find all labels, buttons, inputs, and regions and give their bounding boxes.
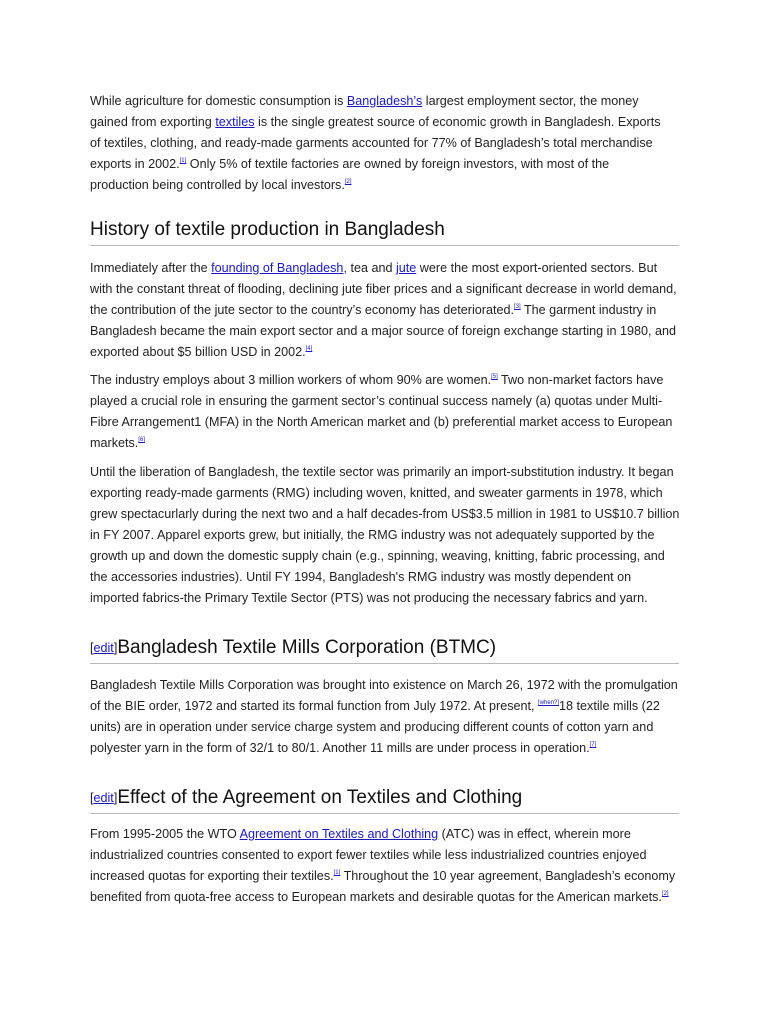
atc-edit-open: [ [90, 791, 94, 805]
link-founding-of-bangladesh[interactable]: founding of Bangladesh [211, 261, 344, 275]
history-p2-text-2: Two non-market factors have played a crucial role in ensuring the garment sector’s continual success namely (a) quotas under Multi- Fibre Arrangement1 (MFA) in the North American market and (b) preferential market access to European markets. [90, 373, 673, 450]
link-agreement-on-textiles-and-clothing[interactable]: Agreement on Textiles and Clothing [239, 827, 439, 841]
history-paragraph-1 [90, 258, 682, 363]
btmc-edit-close: ] [113, 641, 118, 655]
btmc-edit-open: [ [90, 641, 94, 655]
atc-edit[interactable] [90, 791, 117, 805]
btmc-heading [90, 636, 679, 664]
citation-6-link[interactable]: [6] [138, 437, 145, 443]
btmc-edit-link[interactable]: edit [93, 641, 114, 655]
atc-heading [90, 786, 679, 814]
atc-text-1: From 1995-2005 the WTO [90, 827, 240, 841]
citation-6[interactable] [138, 437, 145, 443]
btmc-text-2: 18 textile mills (22 units) are in operation under service charge system and producing different counts of cotton yarn and polyester yarn in the form of 32/1 to 80/1. Another 11 mills are under process in operation. [90, 699, 660, 755]
history-paragraph-2 [90, 370, 682, 454]
citation-2[interactable] [345, 179, 352, 185]
citation-5[interactable] [491, 374, 498, 380]
intro-text-3: is the single greatest source of economic growth in Bangladesh. Exports of textiles, clothing, and ready-made garments accounted for 77% of Bangladesh’s total merchandise exports in 2002. [90, 115, 661, 171]
history-p2-text-1: The industry employs about 3 million workers of whom 90% are women. [90, 373, 492, 387]
history-p1-text-2: , tea and [343, 261, 396, 275]
atc-text-3: Throughout the 10 year agreement, Bangladesh’s economy benefited from quota-free access to European markets and desirable quotas for the American markets. [90, 869, 676, 904]
citation-5-link[interactable]: [5] [491, 374, 498, 380]
history-p1-text-4: The garment industry in Bangladesh became the main export sector and a major source of foreign exchange starting in 1980, and exported about $5 billion USD in 2002. [90, 303, 676, 359]
link-textiles[interactable]: textiles [215, 115, 255, 129]
history-paragraph-3: Until the liberation of Bangladesh, the textile sector was primarily an import-substitution industry. It began exporting ready-made garments (RMG) including woven, knitted, and sweater garments in 1978, which grew spectacurlarly during the next two and a half decades-from US$3.5 million in 1981 to US$10.7 billion in FY 2007. Apparel exports grew, but initially, the RMG industry was not adequately supported by the growth up and down the domestic supply chain (e.g., spinning, weaving, knitting, fabric processing, and the accessories industries). Until FY 1994, Bangladesh's RMG industry was mostly dependent on imported fabrics-the Primary Textile Sector (PTS) was not producing the necessary fabrics and yarn. [90, 465, 680, 605]
link-jute[interactable]: jute [395, 261, 417, 275]
citation-when[interactable] [538, 700, 559, 706]
btmc-paragraph [90, 675, 682, 759]
btmc-text-1: Bangladesh Textile Mills Corporation was brought into existence on March 26, 1972 with the promulgation of the BIE order, 1972 and started its formal function from July 1972. At present, [90, 678, 678, 713]
history-p1-text-3: were the most export-oriented sectors. But with the constant threat of flooding, declining jute fiber prices and a significant decrease in world demand, the contribution of the jute sector to the country’s economy has deteriorated. [90, 261, 677, 317]
intro-paragraph [90, 91, 665, 196]
atc-edit-close: ] [113, 791, 118, 805]
intro-text-4: Only 5% of textile factories are owned by foreign investors, with most of the production being controlled by local investors. [90, 157, 610, 192]
atc-text-2: (ATC) was in effect, wherein more industrialized countries consented to export fewer textiles while less industrialized countries enjoyed increased quotas for exporting their textiles. [90, 827, 647, 883]
citation-7[interactable] [590, 742, 597, 748]
history-heading: History of textile production in Bangladesh [90, 218, 679, 246]
atc-heading-text: Effect of the Agreement on Textiles and Clothing [117, 787, 523, 808]
citation-when-link[interactable]: [when?] [538, 700, 560, 706]
citation-2-link[interactable]: [2] [344, 179, 352, 185]
atc-edit-link[interactable]: edit [93, 791, 114, 805]
citation-atc-2-link[interactable]: [2] [661, 891, 669, 897]
btmc-edit[interactable] [90, 641, 117, 655]
history-p1-text-1: Immediately after the [90, 261, 212, 275]
intro-text-2: largest employment sector, the money gained from exporting [90, 94, 639, 129]
citation-4-link[interactable]: [4] [305, 346, 313, 352]
citation-atc-1-link[interactable]: [1] [333, 870, 341, 876]
citation-7-link[interactable]: [7] [589, 742, 597, 748]
intro-text-1: While agriculture for domestic consumption is [90, 94, 347, 108]
citation-3[interactable] [514, 304, 521, 310]
atc-paragraph [90, 824, 682, 908]
link-bangladesh[interactable]: Bangladesh’s [346, 94, 423, 108]
citation-atc-2[interactable] [662, 891, 669, 897]
citation-3-link[interactable]: [3] [514, 304, 521, 310]
citation-4[interactable] [306, 346, 313, 352]
btmc-heading-text: Bangladesh Textile Mills Corporation (BTMC) [117, 637, 497, 658]
citation-1-link[interactable]: [1] [179, 158, 187, 164]
